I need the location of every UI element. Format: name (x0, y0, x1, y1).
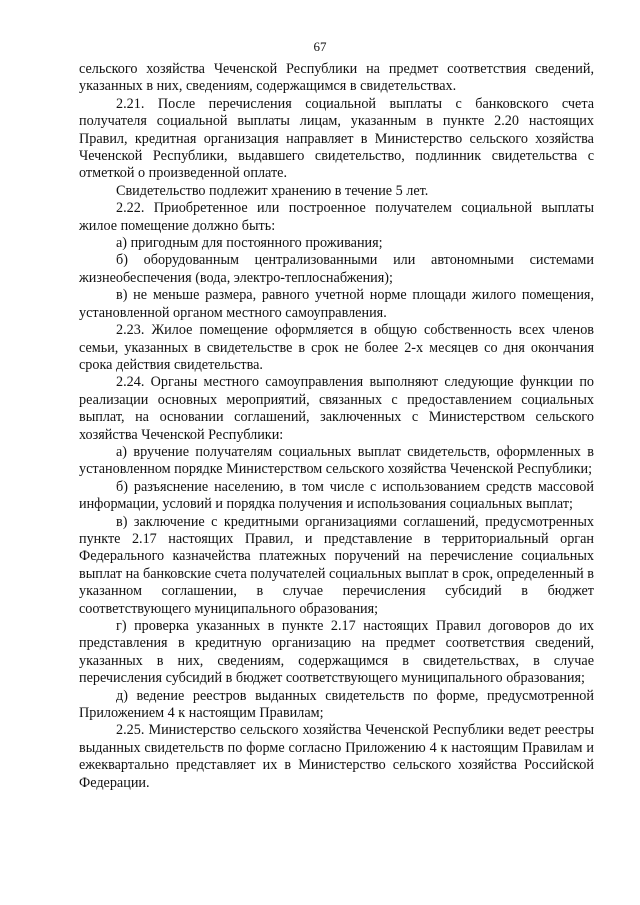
list-item-2-24-a: а) вручение получателям социальных выплат свидетельств, оформленных в установленном порядке Министерством сельского хозяйства Чеченской Республики; (79, 443, 594, 478)
list-item-2-24-b: б) разъяснение населению, в том числе с использованием средств массовой информации, условий и порядка получения и использования социальных выплат; (79, 478, 594, 513)
list-item-2-24-v: в) заключение с кредитными организациями соглашений, предусмотренных пункте 2.17 настоящих Правил, и представление в территориальный орган Федерального казначейства платежных поручений на перечисление социальных выплат на банковские счета получателей социальных выплат в срок, определенный в указанном соглашении, в случае перечисления субсидий в бюджет соответствующего муниципального образования; (79, 513, 594, 617)
list-item-2-22-v: в) не меньше размера, равного учетной норме площади жилого помещения, установленной органом местного самоуправления. (79, 287, 594, 321)
paragraph-storage-term: Свидетельство подлежит хранению в течение 5 лет. (116, 182, 429, 199)
list-item-2-22-b: б) оборудованным централизованными или автономными системами жизнеобеспечения (вода, электро-теплоснабжения); (79, 252, 594, 286)
paragraph-2-22: 2.22. Приобретенное или построенное получателем социальной выплаты жилое помещение должно быть: (79, 200, 594, 234)
paragraph-continuation: сельского хозяйства Чеченской Республики на предмет соответствия сведений, указанных в них, сведениям, содержащимся в свидетельствах. (79, 61, 594, 95)
list-item-2-24-g: г) проверка указанных в пункте 2.17 настоящих Правил договоров до их представления в кредитную организацию на предмет соответствия сведений, указанных в них, сведениям, содержащимся в свидетельствах, в случае перечисления субсидий в бюджет соответствующего муниципального образования; (79, 618, 594, 687)
page-number: 67 (313, 39, 327, 54)
paragraph-2-23: 2.23. Жилое помещение оформляется в общую собственность всех членов семьи, указанных в свидетельстве в срок не более 2-х месяцев со дня окончания срока действия свидетельства. (79, 322, 594, 373)
paragraph-2-25: 2.25. Министерство сельского хозяйства Чеченской Республики ведет реестры выданных свидетельств по форме согласно Приложению 4 к настоящим Правилам и ежеквартально представляет их в Министерство сельского хозяйства Российской Федерации. (79, 722, 594, 791)
list-item-2-24-d: д) ведение реестров выданных свидетельств по форме, предусмотренной Приложением 4 к настоящим Правилам; (79, 687, 594, 722)
paragraph-2-21: 2.21. После перечисления социальной выплаты с банковского счета получателя социальной выплаты лицам, указанным в пункте 2.20 настоящих Правил, кредитная организация направляет в Министерство сельского хозяйства Чеченской Республики, выдавшего свидетельство, подлинник свидетельства с отметкой о произведенной оплате. (79, 95, 594, 182)
list-item-2-22-a: а) пригодным для постоянного проживания; (116, 235, 383, 252)
paragraph-2-24: 2.24. Органы местного самоуправления выполняют следующие функции по реализации основных мероприятий, связанных с предоставлением социальных выплат, на основании соглашений, заключенных с Министерством сельского хозяйства Чеченской Республики: (79, 374, 594, 443)
document-body (79, 61, 594, 792)
